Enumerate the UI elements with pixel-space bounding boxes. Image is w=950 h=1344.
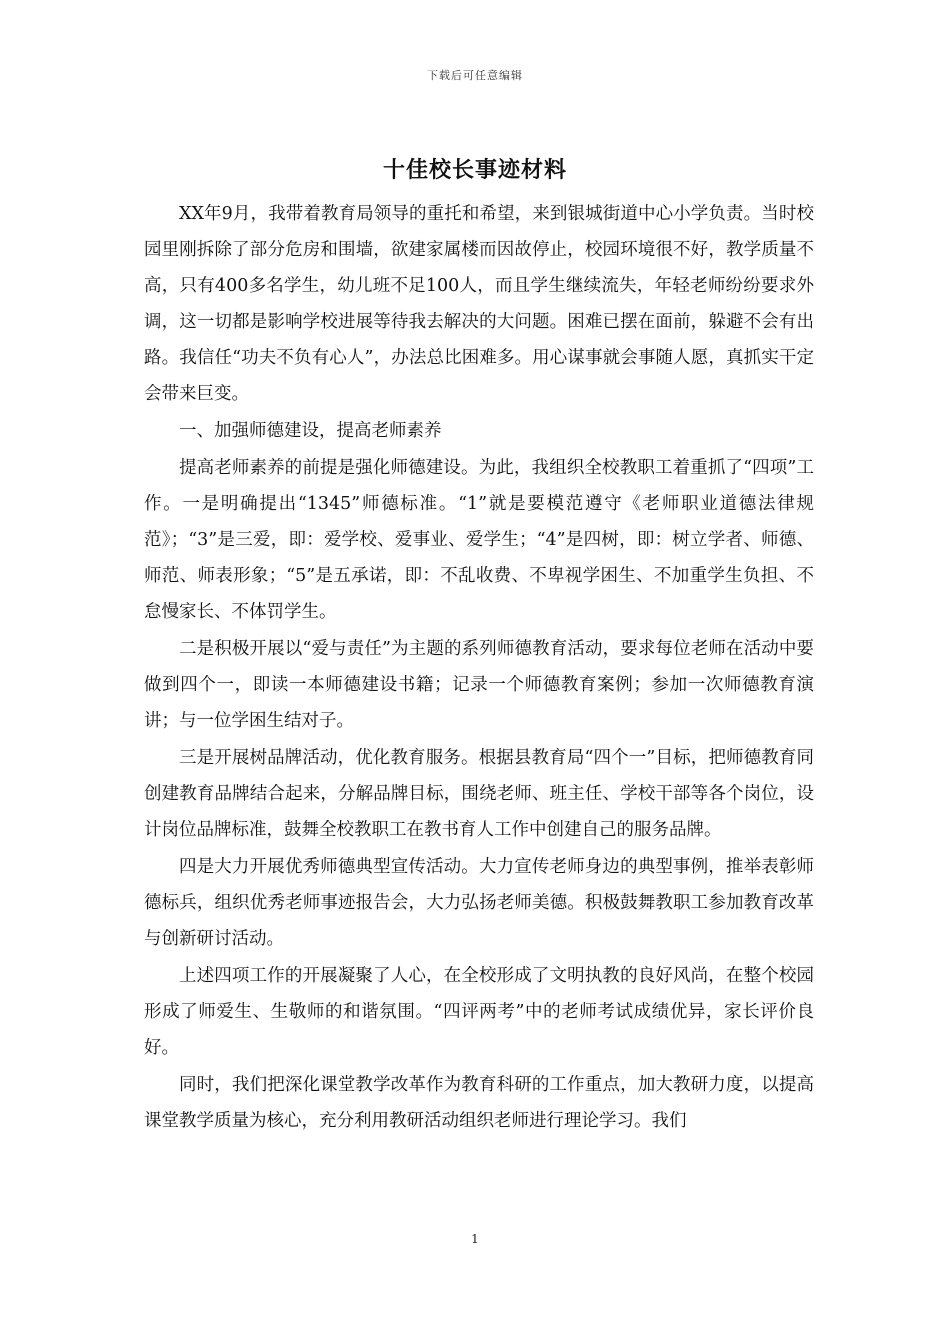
paragraph: 同时，我们把深化课堂教学改革作为教育科研的工作重点，加大教研力度，以提高课堂教学质量为核心，充分利用教研活动组织老师进行理论学习。我们 — [144, 1075, 814, 1131]
document-title: 十佳校长事迹材料 — [382, 157, 567, 183]
header-note: 下载后可任意编辑 — [427, 69, 523, 82]
section-heading: 一、加强师德建设，提高老师素养 — [179, 421, 442, 441]
paragraph: 四是大力开展优秀师德典型宣传活动。大力宣传老师身边的典型事例，推举表彰师德标兵，组织优秀老师事迹报告会，大力弘扬老师美德。积极鼓舞教职工参加教育改革与创新研讨活动。 — [144, 857, 814, 949]
paragraph: 二是积极开展以“爱与责任”为主题的系列师德教育活动，要求每位老师在活动中要做到四个一，即读一本师德建设书籍；记录一个师德教育案例；参加一次师德教育演讲；与一位学困生结对子。 — [144, 639, 814, 731]
paragraph: 上述四项工作的开展凝聚了人心，在全校形成了文明执教的良好风尚，在整个校园形成了师爱生、生敬师的和谐氛围。“四评两考”中的老师考试成绩优异，家长评价良好。 — [144, 966, 814, 1058]
document-body — [144, 196, 814, 1140]
paragraph-intro: XX年9月，我带着教育局领导的重托和希望，来到银城街道中心小学负责。当时校园里刚拆除了部分危房和围墙，欲建家属楼而因故停止，校园环境很不好，教学质量不高，只有400多名学生，幼儿班不足100人，而且学生继续流失，年轻老师纷纷要求外调，这一切都是影响学校进展等待我去解决的大问题。困难已摆在面前，躲避不会有出路。我信任“功夫不负有心人”，办法总比困难多。用心谋事就会事随人愿，真抓实干定会带来巨变。 — [144, 204, 814, 404]
paragraph: 提高老师素养的前提是强化师德建设。为此，我组织全校教职工着重抓了“四项”工作。一是明确提出“1345”师德标准。“1”就是要模范遵守《老师职业道德法律规范》；“3”是三爱，即：爱学校、爱事业、爱学生；“4”是四树，即：树立学者、师德、师范、师表形象；“5”是五承诺，即：不乱收费、不卑视学困生、不加重学生负担、不怠慢家长、不体罚学生。 — [144, 458, 814, 622]
page-number: 1 — [471, 1232, 479, 1246]
paragraph: 三是开展树品牌活动，优化教育服务。根据县教育局“四个一”目标，把师德教育同创建教育品牌结合起来，分解品牌目标，围绕老师、班主任、学校干部等各个岗位，设计岗位品牌标准，鼓舞全校教职工在教书育人工作中创建自己的服务品牌。 — [144, 748, 814, 840]
